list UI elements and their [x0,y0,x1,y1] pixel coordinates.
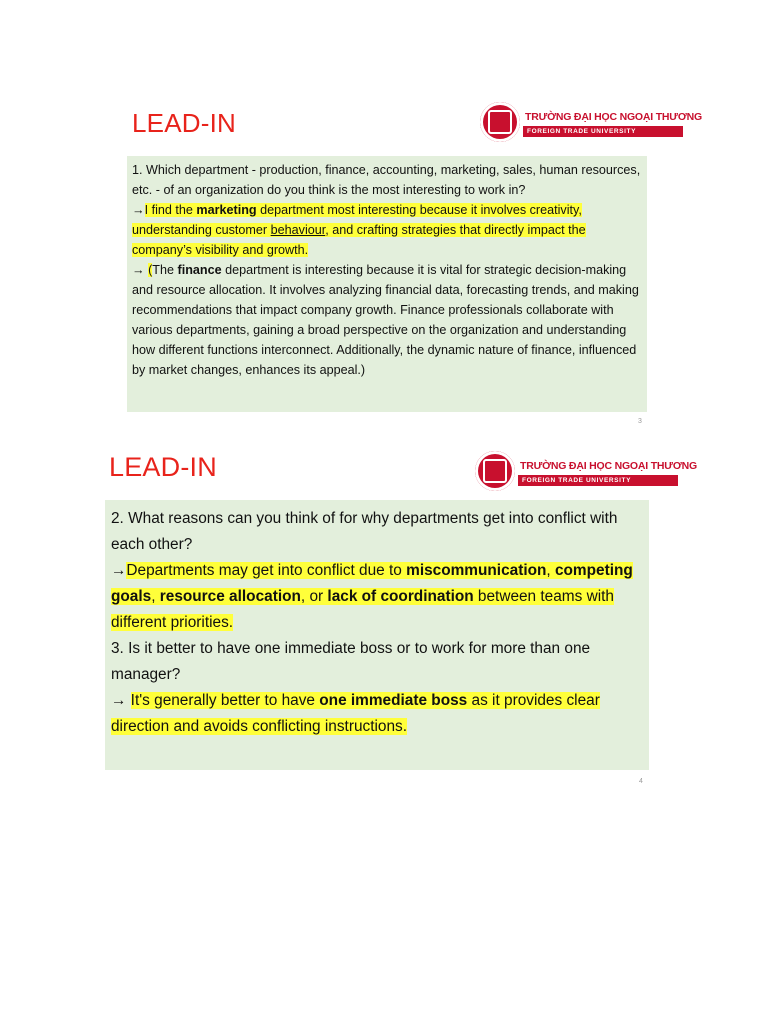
arrow-icon: → [111,692,131,709]
page-number: 3 [638,418,642,425]
question-1: 1. Which department - production, finance, accounting, marketing, sales, human resources, etc. - of an organization do you think is the most interesting to work in? [132,163,641,197]
arrow-icon: → [111,562,127,579]
content-box [127,156,647,412]
content-box [105,500,649,770]
logo-english-name: FOREIGN TRADE UNIVERSITY [523,126,683,137]
answer-2: →Departments may get into conflict due to miscommunication, competing goals, resource allocation, or lack of coordination between teams with different priorities. [111,562,633,631]
answer-1: →I find the marketing department most interesting because it involves creativity, understanding customer behaviour, and crafting strategies that directly impact the company’s visibility and growth. [132,203,586,257]
question-2: 2. What reasons can you think of for why departments get into conflict with each other? [111,510,618,553]
arrow-icon: → [132,263,149,277]
university-seal-icon [480,102,520,142]
university-logo [480,100,702,144]
page-number: 4 [639,778,643,785]
logo-vietnamese-name: TRƯỜNG ĐẠI HỌC NGOẠI THƯƠNG [525,110,702,123]
university-logo [475,450,697,492]
arrow-icon: → [132,203,145,217]
slide-title: LEAD-IN [132,108,236,138]
answer-3: → It's generally better to have one immediate boss as it provides clear direction and avoids conflicting instructions. [111,692,600,735]
slide-3 [110,90,702,430]
slide-title: LEAD-IN [109,452,217,482]
slide-4 [103,440,697,790]
university-seal-icon [475,451,515,491]
answer-2: → (The finance department is interesting because it is vital for strategic decision-making and resource allocation. It involves analyzing financial data, forecasting trends, and making recommendations that impact company growth. Finance professionals collaborate with various departments, gaining a broad perspective on the organization and understanding how different functions interconnect. Additionally, the dynamic nature of finance, influenced by market changes, enhances its appeal.) [132,263,639,377]
logo-english-name: FOREIGN TRADE UNIVERSITY [518,475,678,486]
question-3: 3. Is it better to have one immediate boss or to work for more than one manager? [111,640,591,683]
logo-vietnamese-name: TRƯỜNG ĐẠI HỌC NGOẠI THƯƠNG [520,459,697,472]
